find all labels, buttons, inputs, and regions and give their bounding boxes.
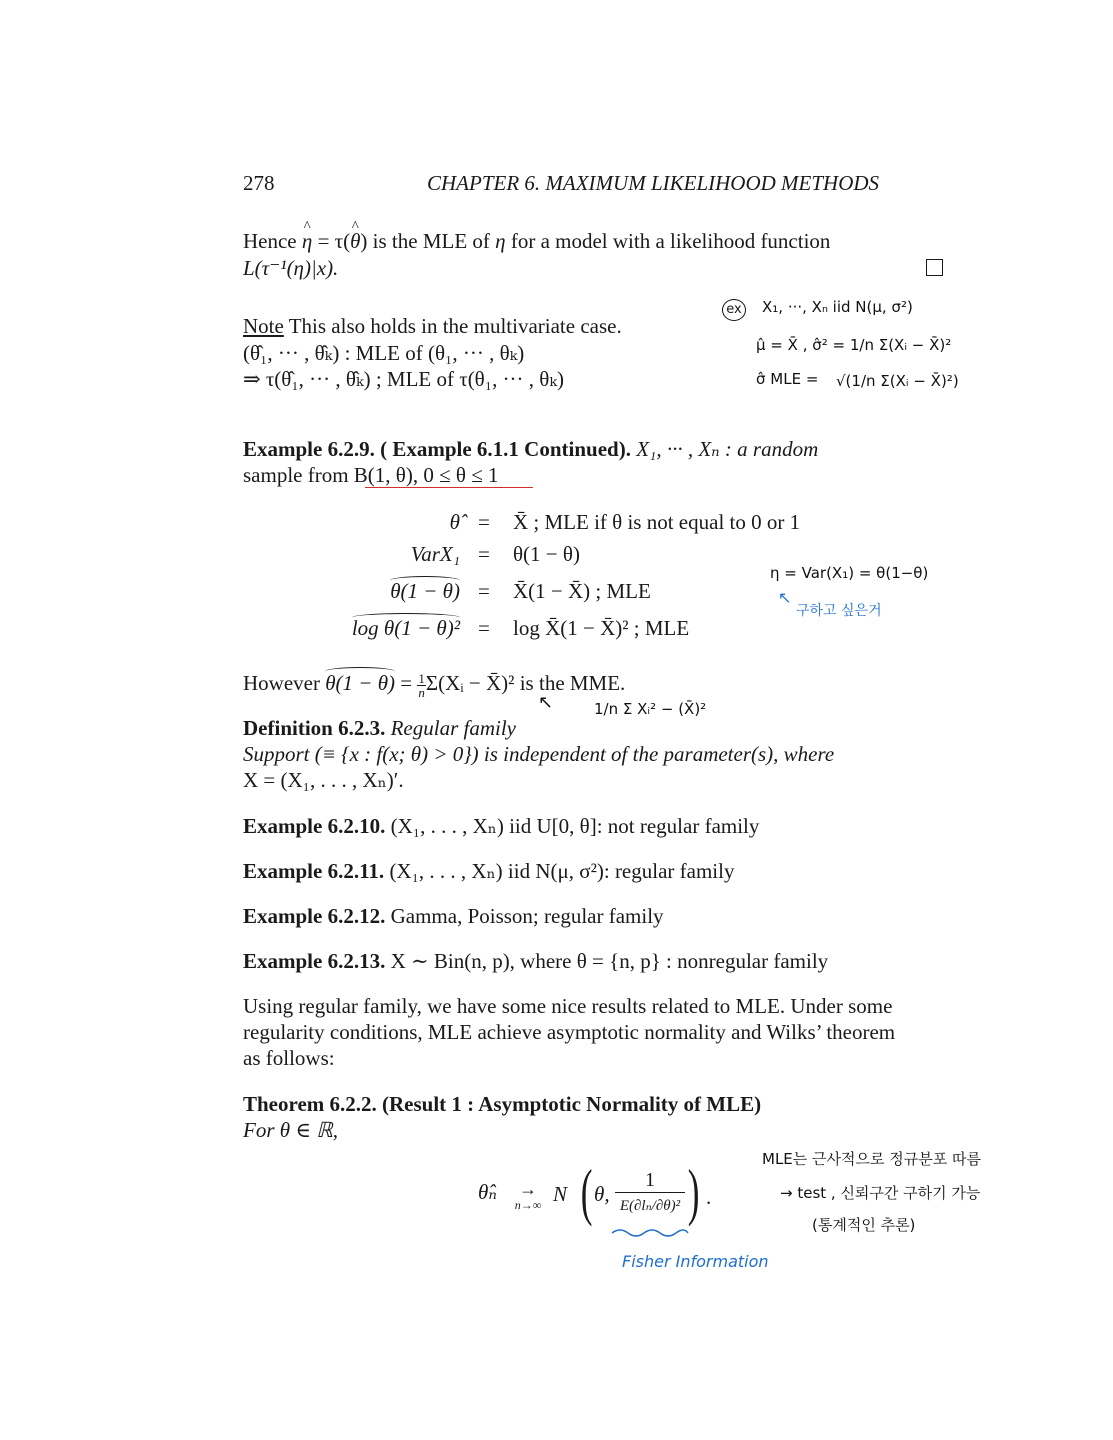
example-629-label: Example 6.2.9. — [243, 437, 375, 461]
example-6210 — [243, 813, 759, 839]
arrow-symbol: → — [519, 1179, 537, 1199]
mme-arrow: ↖ — [538, 692, 554, 713]
eq-1-rhs: X̄ ; MLE if θ is not equal to 0 or 1 — [513, 510, 801, 534]
eta-hat: ^ η — [302, 228, 312, 254]
right-paren: ) — [687, 1156, 700, 1227]
chapter-title: CHAPTER 6. MAXIMUM LIKELIHOOD METHODS — [427, 171, 880, 195]
normal-N: N — [553, 1182, 568, 1206]
example-6213 — [243, 948, 828, 974]
paragraph-line-2: regularity conditions, MLE achieve asymptotic normality and Wilks’ theorem — [243, 1020, 896, 1044]
note-text: This also holds in the multivariate case. — [283, 314, 622, 338]
theta-arg: θ, — [594, 1182, 610, 1206]
theta-n-hat — [478, 1180, 497, 1205]
left-paren: ( — [580, 1156, 593, 1227]
ex-line-1: X₁, ···, Xₙ iid N(μ, σ²) — [762, 298, 913, 316]
theta-n-text: θ̂ₙ — [478, 1180, 497, 1204]
definition-line-1 — [243, 715, 516, 741]
frac-num: 1 — [418, 670, 425, 686]
page-number: 278 — [243, 171, 275, 195]
limit-arrow — [510, 1180, 546, 1212]
however-frac — [417, 672, 426, 699]
theorem-period: . — [706, 1185, 712, 1209]
eq-tau: = τ( — [312, 229, 351, 253]
ex-line-2: μ̂ = X̄ , σ̂² = 1/n Σ(Xᵢ − X̄)² — [756, 336, 952, 354]
example-629-line-2: sample from B(1, θ), 0 ≤ θ ≤ 1 — [243, 463, 499, 487]
eq-4-lhs-text: log θ(1 − θ)² — [351, 616, 460, 640]
however-line — [243, 670, 625, 699]
however-post: Σ(Xᵢ − X̄)² is the MME. — [425, 671, 626, 695]
example-6210-label: Example 6.2.10. — [243, 814, 386, 838]
example-6211-label: Example 6.2.11. — [243, 859, 385, 883]
variance-num: 1 — [615, 1168, 685, 1193]
example-6213-label: Example 6.2.13. — [243, 949, 386, 973]
eq-2-lhs: VarX₁ — [410, 542, 460, 566]
hence-word: Hence — [243, 229, 297, 253]
variance-fraction — [615, 1168, 685, 1219]
eq-3-rhs: X̄(1 − X̄) ; MLE — [513, 579, 651, 603]
eq-3-lhs-text: θ(1 − θ) — [390, 579, 460, 603]
example-6212-text: Gamma, Poisson; regular family — [385, 904, 664, 928]
paragraph-line-3: as follows: — [243, 1046, 335, 1070]
example-6210-text: (X₁, . . . , Xₙ) iid U[0, θ]: not regular family — [385, 814, 760, 838]
however-mid: = — [395, 671, 418, 695]
theta-hat: ^ θ — [350, 228, 360, 254]
example-629-title: ( Example 6.1.1 Continued). — [374, 437, 631, 461]
definition-label: Definition 6.2.3. — [243, 716, 386, 740]
intro-tail-2: for a model with a likelihood function — [505, 229, 831, 253]
note-line-1 — [243, 313, 622, 339]
eq-1-equals: = — [478, 510, 490, 534]
theorem-line-2: For θ ∈ ℝ, — [243, 1118, 338, 1142]
frac-den: n — [418, 684, 425, 700]
theorem-label: Theorem 6.2.2. (Result 1 : Asymptotic Normality of MLE) — [243, 1092, 762, 1116]
arrow-sub: n→∞ — [514, 1198, 542, 1212]
eq-4-equals: = — [478, 616, 490, 640]
eq-2-rhs: θ(1 − θ) — [513, 542, 580, 566]
mme-note: 1/n Σ Xᵢ² − (X̄)² — [594, 700, 707, 718]
however-pre: However — [243, 671, 326, 695]
eq-4-lhs — [240, 616, 460, 641]
intro-tail-1: is the MLE of — [367, 229, 496, 253]
close-paren: ) — [360, 229, 368, 253]
eq-3-equals: = — [478, 579, 490, 603]
ex-circle: ex — [722, 299, 746, 321]
example-629-line-1 — [243, 436, 818, 462]
however-lhs: θ(1 − θ) — [325, 671, 396, 695]
eta-symbol: η — [495, 229, 506, 253]
example-6212 — [243, 903, 664, 929]
eq-1-lhs: θ̂ — [449, 510, 460, 534]
intro-line-2: L(τ⁻¹(η)|x). — [243, 256, 339, 280]
paragraph-line-1: Using regular family, we have some nice results related to MLE. Under some — [243, 994, 893, 1018]
blue-korean-note: 구하고 싶은거 — [796, 603, 882, 619]
definition-line-2: Support (≡ {x : f(x; θ) > 0}) is independent of the parameter(s), where — [243, 742, 835, 766]
eta-note: η = Var(X₁) = θ(1−θ) — [770, 564, 929, 582]
qed-box — [926, 259, 943, 281]
note-label: Note — [243, 314, 284, 338]
example-6211-text: (X₁, . . . , Xₙ) iid N(μ, σ²): regular family — [384, 859, 735, 883]
eq-4-rhs: log X̄(1 − X̄)² ; MLE — [513, 616, 690, 640]
variance-den: E(∂lₙ/∂θ)² — [619, 1198, 681, 1214]
fisher-information-note: Fisher Information — [622, 1252, 769, 1271]
clt-note-2: → test , 신뢰구간 구하기 가능 — [780, 1184, 981, 1202]
ex-line-3b: √(1/n Σ(Xᵢ − X̄)²) — [836, 372, 959, 390]
example-629-text: X₁, ··· , Xₙ : a random — [630, 437, 819, 461]
blue-arrow: ↖ — [778, 588, 792, 607]
clt-note-1: MLE는 근사적으로 정규분포 따름 — [762, 1150, 981, 1168]
definition-line-3: X = (X₁, . . . , Xₙ)′. — [243, 768, 404, 792]
note-line-2: (θ̂₁, ··· , θ̂ₖ) : MLE of (θ₁, ··· , θₖ) — [243, 341, 525, 365]
definition-title: Regular family — [385, 716, 516, 740]
clt-note-3: (통계적인 추론) — [812, 1216, 916, 1234]
intro-line-1 — [243, 228, 830, 254]
note-line-3: ⇒ τ(θ̂₁, ··· , θ̂ₖ) ; MLE of τ(θ₁, ··· , θₖ) — [243, 367, 565, 391]
fisher-squiggle — [610, 1226, 690, 1240]
eq-3-lhs — [240, 579, 460, 604]
example-6213-text: X ∼ Bin(n, p), where θ = {n, p} : nonregular family — [385, 949, 829, 973]
red-underline — [365, 487, 533, 488]
example-6211 — [243, 858, 734, 884]
eq-2-equals: = — [478, 542, 490, 566]
ex-line-3a: σ̂ MLE = — [756, 370, 819, 388]
example-6212-label: Example 6.2.12. — [243, 904, 386, 928]
